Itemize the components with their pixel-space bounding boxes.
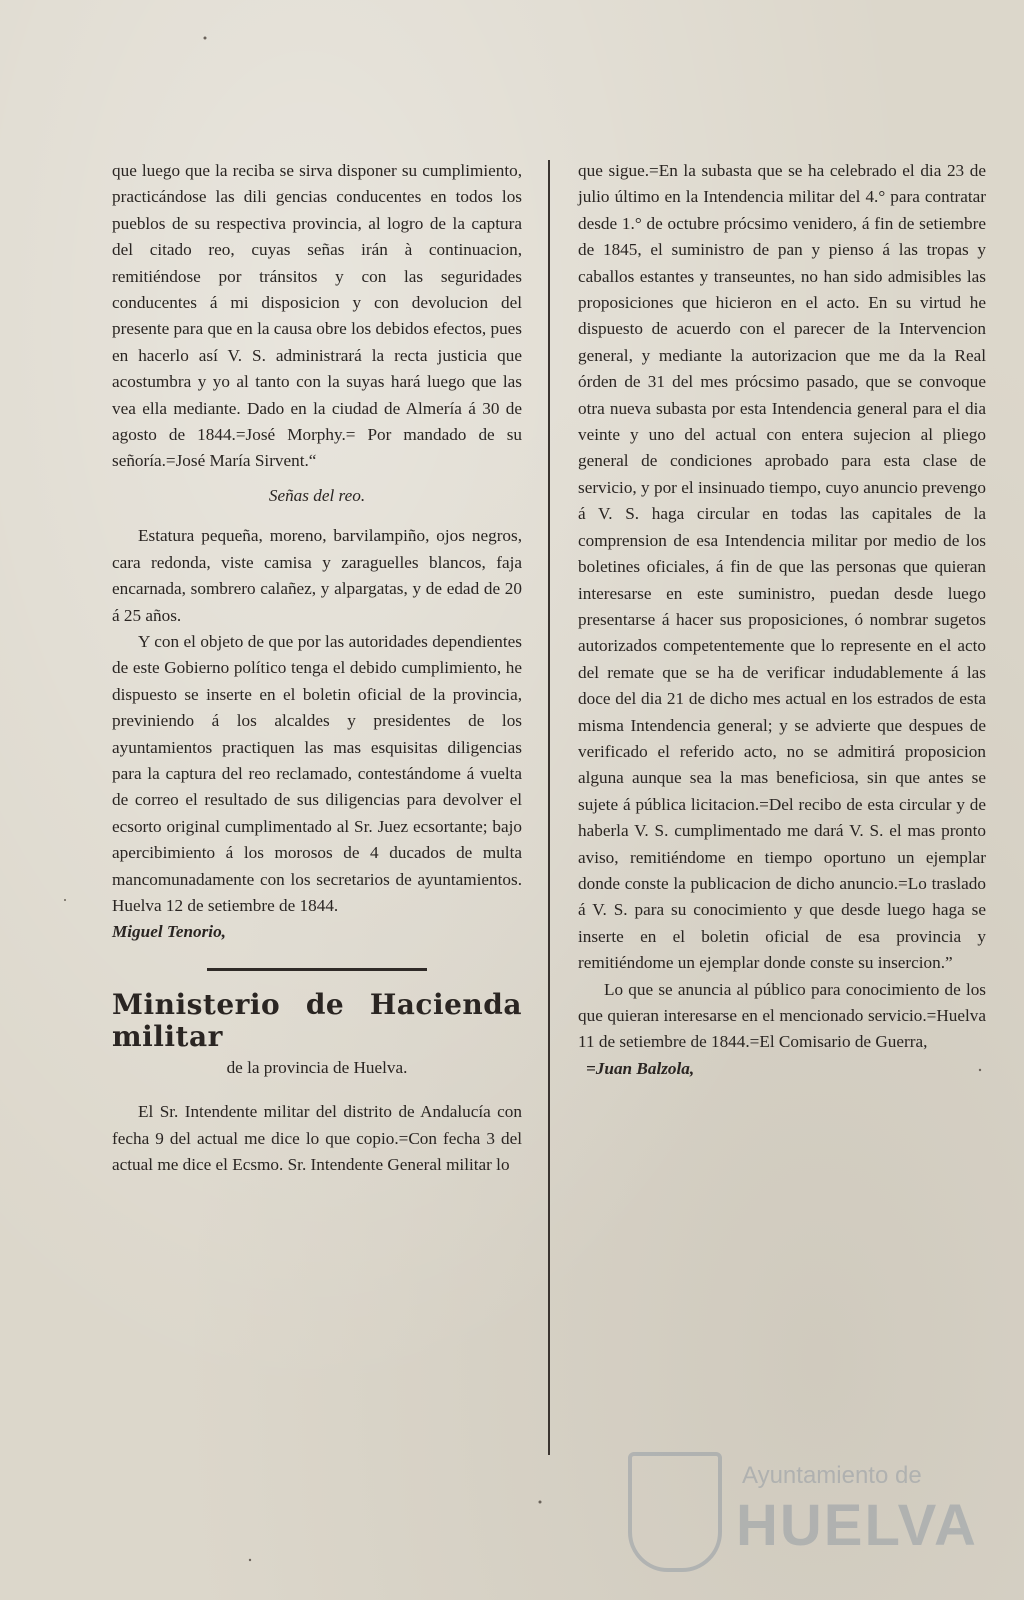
ministry-subtitle: de la provincia de Huelva. — [226, 1057, 408, 1077]
paragraph-senas: Estatura pequeña, moreno, barvilampiño, ojos negros, cara redonda, viste camisa y zaraguelles blancos, faja encarnada, sombrero calañez, y alpargatas, y de edad de 20 á 25 años. — [112, 526, 522, 625]
column-rule — [548, 160, 550, 1455]
watermark-logo — [618, 1440, 978, 1590]
watermark-big-text: HUELVA — [736, 1493, 978, 1558]
right-column — [578, 158, 986, 1082]
watermark-top-text: Ayuntamiento de — [742, 1462, 922, 1489]
paragraph-anuncio: Lo que se anuncia al público para conocimiento de los que quieran interesarse en el mencionado servicio.=Huelva 11 de setiembre de 1844.=El Comisario de Guerra, — [578, 979, 986, 1052]
paragraph-gobierno: Y con el objeto de que por las autoridades dependientes de este Gobierno político tenga el debido cumplimiento, he dispuesto se inserte en el boletin oficial de la provincia, previniendo á los alcaldes y presidentes de los ayuntamientos practiquen las mas esquisitas diligencias para la captura del reo reclamado, contestándome á vuelta de correo el resultado de sus diligencias para devolver el ecsorto original cumplimentado al Sr. Juez ecsortante; bajo apercibimiento á los morosos de 4 ducados de multa mancomunadamente con los secretarios de ayuntamientos. Huelva 12 de setiembre de 1844. — [112, 631, 522, 915]
paragraph-intendente: El Sr. Intendente militar del distrito de Andalucía con fecha 9 del actual me dice lo que copio.=Con fecha 3 del actual me dice el Ecsmo. Sr. Intendente General militar lo — [112, 1102, 522, 1174]
left-column — [112, 158, 522, 1178]
senas-heading: Señas del reo. — [268, 485, 366, 505]
paragraph-subasta: que sigue.=En la subasta que se ha celebrado el dia 23 de julio último en la Intendencia militar del 4.° para contratar desde 1.° de octubre prócsimo venidero, á fin de setiembre de 1845, el suministro de pan y pienso á las tropas y caballos estantes y transeuntes, no han sido admisibles las proposiciones que hicieron en el acto. En su virtud he dispuesto de acuerdo con el parecer de la Intervencion general, y mediante la autorizacion que me da la Real órden de 31 del mes prócsimo pasado, que se convoque otra nueva subasta por esta Intendencia general para el dia veinte y uno del actual con entera sujecion al pliego general de condiciones aprobado para esta clase de servicio, y por el insinuado tiempo, cuyo anuncio prevengo á V. S. haga circular en todas las capitales de la comprension de esa Intendencia militar por medio de los boletines oficiales, á fin de que las personas que quieran interesarse en este suministro, puedan desde luego presentarse á hacer sus proposiciones, ó nombrar sugetos autorizados competentemente que lo represente en el acto del remate que se ha de verificar indudablemente á las doce del dia 21 de dicho mes actual en los estrados de esta misma Intendencia general; y se advierte que despues de verificado el referido acto, no se admitirá proposicion alguna aunque sea la mas beneficiosa, sin que antes se sujete á pública licitacion.=Del recibo de esta circular y de haberla V. S. cumplimentado me dará V. S. el mas pronto aviso, remitiéndome en tiempo oportuno un ejemplar donde conste la publicacion de dicho anuncio.=Lo traslado á V. S. para su conocimiento y que desde luego haga se inserte en el boletin oficial de esa provincia y remitiéndome un ejemplar donde conste su insercion.” — [578, 161, 986, 973]
signature-tenorio: Miguel Tenorio, — [112, 922, 226, 942]
paragraph-exhorto: que luego que la reciba se sirva disponer su cumplimiento, practicándose las dili gencias conducentes en todos los pueblos de su respectiva provincia, al logro de la captura del citado reo, cuyas señas irán à continuacion, remitiéndose por tránsitos y con las seguridades conducentes á mi disposicion y con devolucion del presente para que en la causa obre los debidos efectos, pues en hacerlo así V. S. administrará la recta justicia que acostumbra y yo al tanto con la suyas hará luego que las vea ella mediante. Dado en la ciudad de Almería á 30 de agosto de 1844.=José Morphy.= Por mandado de su señoría.=José María Sirvent.“ — [112, 161, 522, 471]
shield-icon — [628, 1452, 722, 1572]
section-divider — [207, 968, 427, 971]
signature-balzola: =Juan Balzola, — [586, 1058, 695, 1078]
ministry-title: Ministerio de Hacienda militar — [112, 987, 522, 1053]
